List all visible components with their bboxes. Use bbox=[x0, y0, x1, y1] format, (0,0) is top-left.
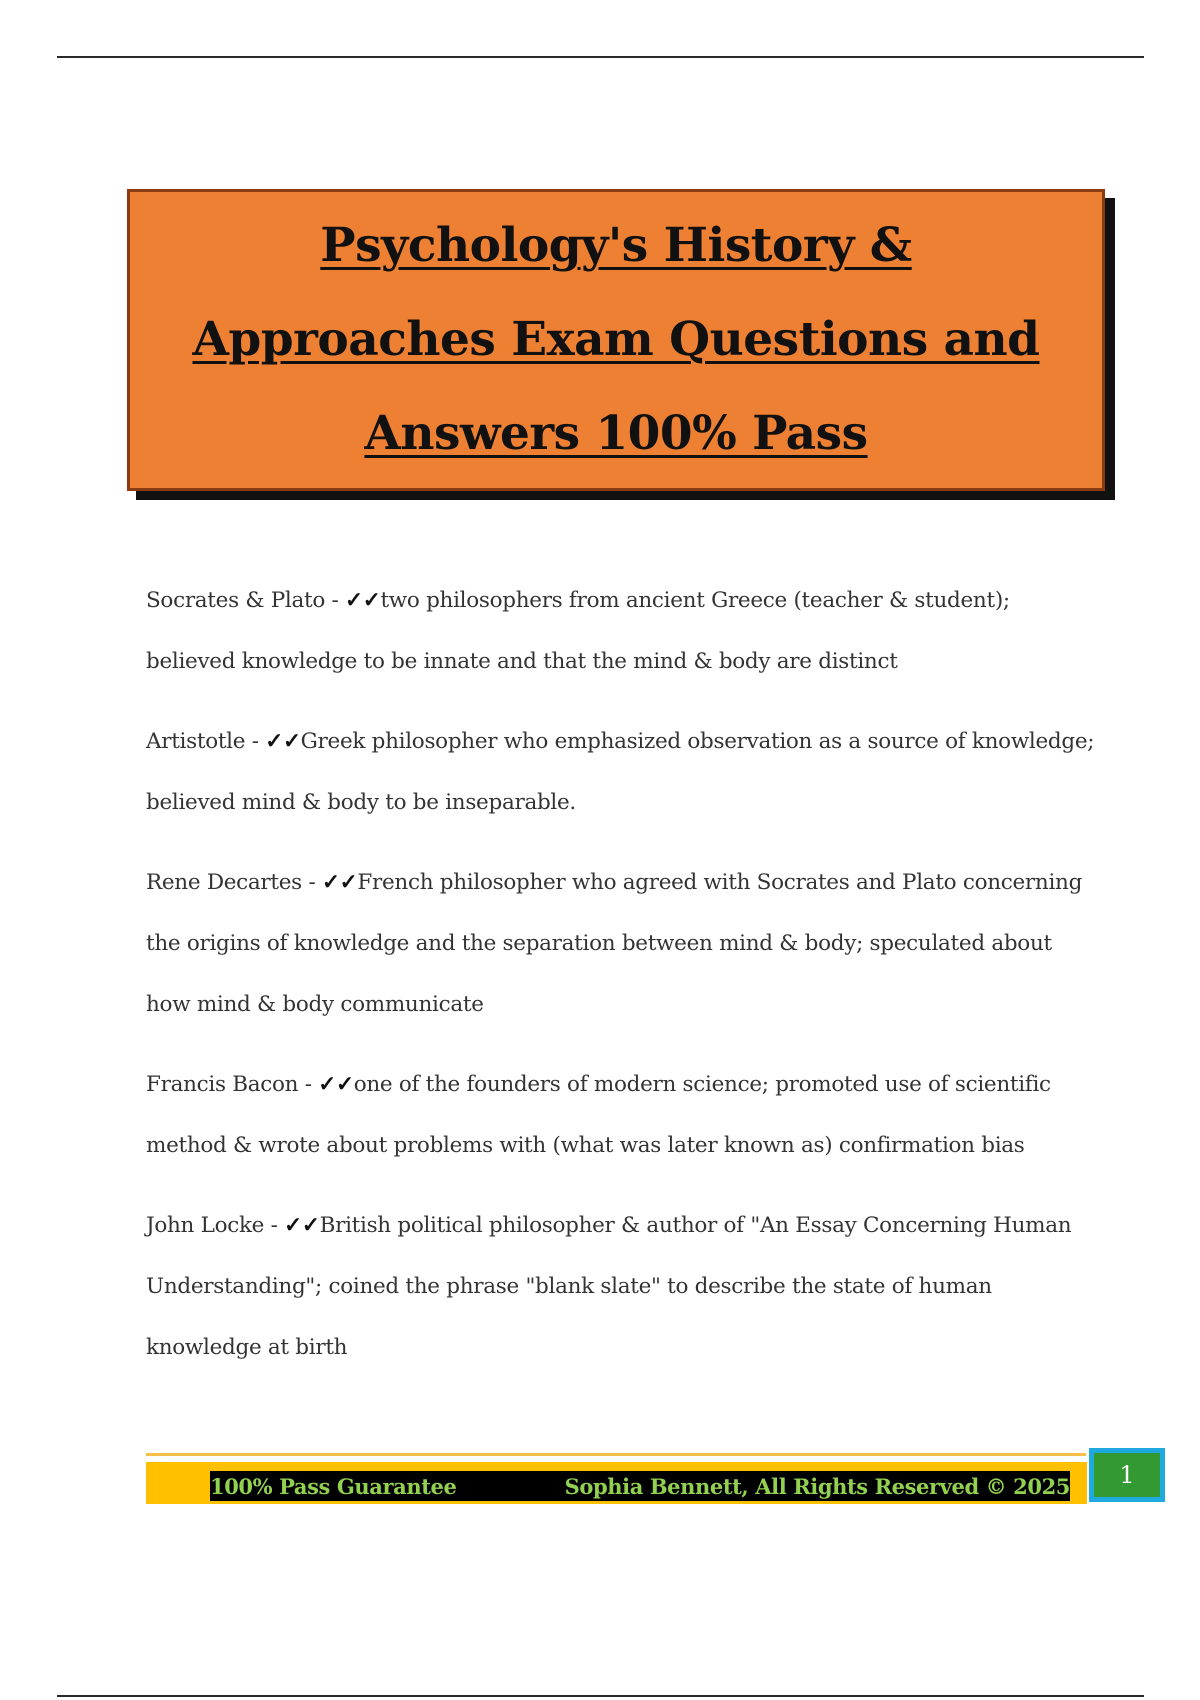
title-box bbox=[127, 189, 1105, 491]
entry-separator: - bbox=[264, 1213, 285, 1238]
entry-term: John Locke bbox=[146, 1213, 265, 1238]
entry-definition: British political philosopher & author of "An Essay Concerning Human Understanding"; coined the phrase "blank slate" to describe the state of human knowledge at birth bbox=[146, 1213, 1072, 1360]
bottom-rule bbox=[57, 1695, 1144, 1697]
top-rule bbox=[57, 56, 1144, 58]
footer-top-rule bbox=[146, 1453, 1086, 1456]
check-marks-icon: ✓✓ bbox=[265, 729, 301, 754]
footer-guarantee-text: 100% Pass Guarantee bbox=[210, 1473, 457, 1499]
entry-definition: Greek philosopher who emphasized observation as a source of knowledge; believed mind & body to be inseparable. bbox=[146, 729, 1095, 815]
document-title: Psychology's History & Approaches Exam Questions and Answers 100% Pass bbox=[192, 218, 1040, 461]
footer-banner bbox=[210, 1471, 1070, 1501]
entry-term: Rene Decartes bbox=[146, 870, 302, 895]
entry-separator: - bbox=[324, 588, 346, 613]
entry-term: Artistotle bbox=[146, 729, 246, 754]
entry-definition: French philosopher who agreed with Socrates and Plato concerning the origins of knowledge and the separation between mind & body; speculated about how mind & body communicate bbox=[146, 870, 1083, 1017]
qa-entry bbox=[146, 711, 1096, 833]
check-marks-icon: ✓✓ bbox=[345, 588, 381, 613]
entry-separator: - bbox=[298, 1072, 319, 1097]
page-number: 1 bbox=[1119, 1461, 1135, 1489]
qa-entry bbox=[146, 1054, 1096, 1176]
entry-term: Socrates & Plato bbox=[146, 588, 325, 613]
check-marks-icon: ✓✓ bbox=[284, 1213, 320, 1238]
qa-entries bbox=[146, 570, 1096, 1397]
entry-definition: one of the founders of modern science; promoted use of scientific method & wrote about problems with (what was later known as) confirmation bias bbox=[146, 1072, 1051, 1158]
qa-entry bbox=[146, 852, 1096, 1035]
entry-definition: two philosophers from ancient Greece (teacher & student); believed knowledge to be innate and that the mind & body are distinct bbox=[146, 588, 1010, 674]
qa-entry bbox=[146, 570, 1096, 692]
check-marks-icon: ✓✓ bbox=[321, 870, 358, 895]
footer-copyright-text: Sophia Bennett, All Rights Reserved © 2025 bbox=[564, 1473, 1070, 1499]
check-marks-icon: ✓✓ bbox=[318, 1072, 354, 1097]
entry-separator: - bbox=[301, 870, 322, 895]
entry-term: Francis Bacon bbox=[146, 1072, 299, 1097]
qa-entry bbox=[146, 1195, 1096, 1378]
entry-separator: - bbox=[245, 729, 266, 754]
page-number-box bbox=[1089, 1448, 1165, 1502]
